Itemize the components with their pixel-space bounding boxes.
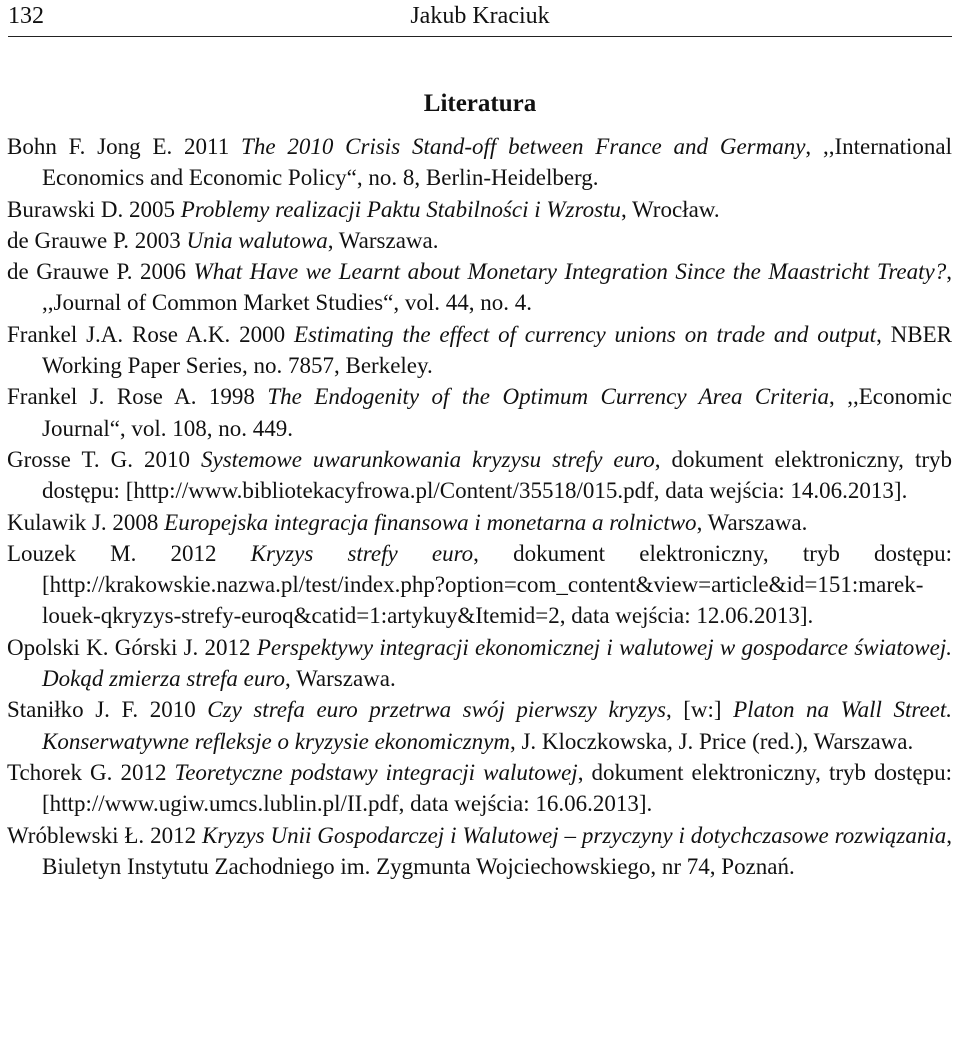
reference-lead: Louzek M. 2012 (7, 540, 251, 566)
reference-tail: , dokument elektroniczny, tryb dostępu: [http://www.bibliotekacyfrowa.pl/Content/35518/015.pdf, data wejścia: 14.06.2013]. (42, 446, 952, 504)
reference-louzek (7, 538, 952, 632)
reference-title: Czy strefa euro przetrwa swój pierwszy kryzys (207, 697, 666, 723)
reference-stanilko (7, 694, 952, 757)
reference-lead: Grosse T. G. 2010 (7, 446, 201, 472)
reference-title: The Endogenity of the Optimum Currency Area Criteria (267, 384, 830, 410)
reference-tchorek (7, 757, 952, 820)
reference-list (7, 131, 952, 882)
reference-lead: Wróblewski Ł. 2012 (7, 822, 202, 848)
running-head-author: Jakub Kraciuk (410, 3, 550, 29)
reference-tail: , dokument elektroniczny, tryb dostępu: [http://www.ugiw.umcs.lublin.pl/II.pdf, data wejścia: 16.06.2013]. (42, 759, 952, 817)
reference-kulawik (7, 507, 952, 538)
reference-lead: Bohn F. Jong E. 2011 (7, 134, 242, 159)
reference-tail-2: , J. Kloczkowska, J. Price (red.), Warszawa. (509, 728, 914, 754)
section-title: Literatura (423, 89, 537, 117)
reference-title: Unia walutowa (186, 227, 328, 253)
reference-wroblewski (7, 820, 952, 883)
reference-title: Estimating the effect of currency unions on trade and output (293, 321, 877, 347)
reference-tail: , dokument elektroniczny, tryb dostępu: [http://krakowskie.nazwa.pl/test/index.php?option=com_content&view=article&id=151:marek-louek-qkryzys-strefy-euroq&catid=1:artykuy&Itemid=2, data wejścia: 12.06.2013]. (42, 540, 952, 629)
reference-opolski-gorski (7, 632, 952, 695)
reference-title: Problemy realizacji Paktu Stabilności i Wzrostu (180, 196, 621, 222)
reference-tail: , ,,International Economics and Economic Policy“, no. 8, Berlin-Heidelberg. (42, 134, 952, 191)
reference-grosse (7, 444, 952, 507)
reference-tail: , Warszawa. (696, 509, 808, 535)
reference-tail: , NBER Working Paper Series, no. 7857, Berkeley. (42, 321, 952, 379)
reference-tail: , ,,Journal of Common Market Studies“, vol. 44, no. 4. (42, 259, 952, 316)
reference-title: Kryzys Unii Gospodarczej i Walutowej – przyczyny i dotychczasowe rozwiązania (201, 822, 947, 848)
reference-title: Teoretyczne podstawy integracji walutowej (174, 759, 578, 785)
reference-title: Systemowe uwarunkowania kryzysu strefy euro (200, 446, 655, 472)
reference-title: Perspektywy integracji ekonomicznej i walutowej w gospodarce światowej. Dokąd zmierza strefa euro (42, 634, 952, 692)
reference-tail: , ,,Economic Journal“, vol. 108, no. 449. (42, 384, 953, 441)
reference-title: Kryzys strefy euro (250, 540, 474, 566)
reference-tail: , [w:] (665, 697, 734, 723)
reference-lead: Frankel J.A. Rose A.K. 2000 (7, 321, 294, 347)
page-number: 132 (8, 3, 44, 29)
reference-lead: Tchorek G. 2012 (7, 759, 175, 785)
reference-frankel-rose-2000 (7, 319, 952, 382)
reference-title: What Have we Learnt about Monetary Integration Since the Maastricht Treaty? (193, 259, 947, 285)
reference-tail: , Wrocław. (620, 196, 720, 222)
reference-tail: , Warszawa. (327, 227, 439, 253)
reference-title: The 2010 Crisis Stand-off between France and Germany (241, 134, 806, 159)
page-header (8, 0, 952, 37)
reference-frankel-rose-1998 (7, 381, 952, 444)
reference-book-title: Platon na Wall Street. Konserwatywne refleksje o kryzysie ekonomicznym (42, 697, 952, 754)
reference-tail: , Biuletyn Instytutu Zachodniego im. Zygmunta Wojciechowskiego, nr 74, Poznań. (42, 822, 952, 879)
reference-burawski (7, 194, 952, 225)
reference-title: Europejska integracja finansowa i monetarna a rolnictwo (164, 509, 697, 535)
reference-tail: , Warszawa. (284, 666, 396, 692)
reference-lead: de Grauwe P. 2003 (7, 227, 187, 253)
reference-de-grauwe-2003 (7, 225, 952, 256)
reference-de-grauwe-2006 (7, 256, 952, 319)
reference-lead: Staniłko J. F. 2010 (7, 697, 208, 723)
reference-lead: Opolski K. Górski J. 2012 (7, 634, 257, 660)
reference-lead: Frankel J. Rose A. 1998 (7, 384, 268, 410)
reference-bohn-jong (7, 131, 952, 194)
reference-lead: Kulawik J. 2008 (7, 509, 165, 535)
reference-lead: Burawski D. 2005 (7, 196, 181, 222)
reference-lead: de Grauwe P. 2006 (7, 259, 194, 285)
